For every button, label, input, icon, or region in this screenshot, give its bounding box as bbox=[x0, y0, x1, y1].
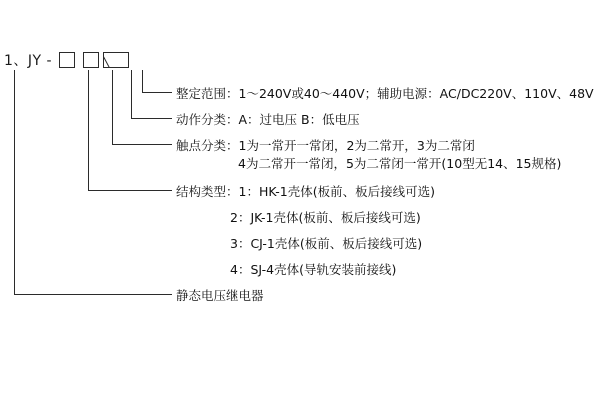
model-code-prefix: 1、JY - bbox=[4, 53, 53, 69]
annotation-product-name: 静态电压继电器 bbox=[176, 288, 264, 303]
annotation-structure-type-line1: 结构类型：1：HK-1壳体(板前、板后接线可选) bbox=[176, 184, 435, 199]
annotation-setting-range: 整定范围：1～240V或40～440V；辅助电源：AC/DC220V、110V、48V bbox=[176, 86, 594, 101]
annotation-structure-type-line2: 2：JK-1壳体(板前、板后接线可选) bbox=[230, 210, 421, 225]
annotation-structure-type-line4: 4：SJ-4壳体(导轨安装前接线) bbox=[230, 262, 397, 277]
annotation-contact-type-line1: 触点分类：1为一常开一常闭，2为二常开，3为二常闭 bbox=[176, 138, 475, 153]
annotation-contact-type-line2: 4为二常开一常闭，5为二常闭一常开(10型无14、15规格) bbox=[238, 156, 562, 171]
annotation-action-type: 动作分类：A：过电压 B：低电压 bbox=[176, 112, 360, 127]
annotation-structure-type-line3: 3：CJ-1壳体(板前、板后接线可选) bbox=[230, 236, 423, 251]
